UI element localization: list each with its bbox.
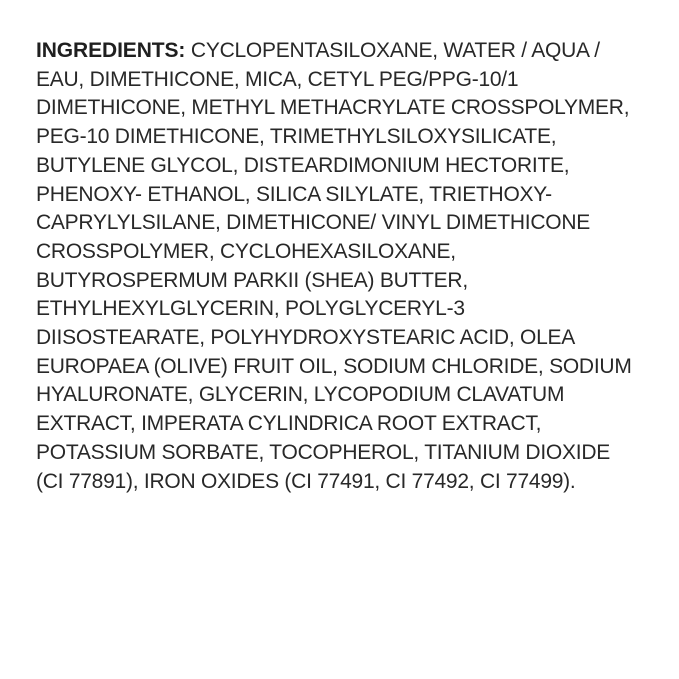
ingredients-line: CROSSPOLYMER, CYCLOHEXASILOXANE, xyxy=(36,239,456,263)
ingredients-line: EXTRACT, IMPERATA CYLINDRICA ROOT EXTRACT, xyxy=(36,412,542,436)
ingredients-line: EUROPAEA (OLIVE) FRUIT OIL, SODIUM CHLORIDE, SODIUM xyxy=(36,354,632,378)
ingredients-panel xyxy=(36,37,651,496)
ingredients-line: BUTYLENE GLYCOL, DISTEARDIMONIUM HECTORITE, xyxy=(36,153,570,177)
ingredients-line: PHENOXY- ETHANOL, SILICA SILYLATE, TRIETHOXY- xyxy=(36,182,552,206)
ingredients-line: POTASSIUM SORBATE, TOCOPHEROL, TITANIUM DIOXIDE xyxy=(36,440,611,464)
ingredients-line: ETHYLHEXYLGLYCERIN, POLYGLYCERYL-3 xyxy=(36,297,465,321)
ingredients-line: PEG-10 DIMETHICONE, TRIMETHYLSILOXYSILICATE, xyxy=(36,125,557,149)
ingredients-line: DIMETHICONE, METHYL METHACRYLATE CROSSPOLYMER, xyxy=(36,96,630,120)
ingredients-line: EAU, DIMETHICONE, MICA, CETYL PEG/PPG-10/1 xyxy=(36,67,519,91)
ingredients-line: DIISOSTEARATE, POLYHYDROXYSTEARIC ACID, OLEA xyxy=(36,326,576,350)
ingredients-line: (CI 77891), IRON OXIDES (CI 77491, CI 77492, CI 77499). xyxy=(36,469,576,493)
ingredients-heading: INGREDIENTS: xyxy=(36,39,186,62)
ingredients-line xyxy=(36,37,651,66)
ingredients-line: CAPRYLYLSILANE, DIMETHICONE/ VINYL DIMETHICONE xyxy=(36,211,591,235)
ingredients-line: BUTYROSPERMUM PARKII (SHEA) BUTTER, xyxy=(36,268,468,292)
ingredients-line-text: CYCLOPENTASILOXANE, WATER / AQUA / xyxy=(185,39,600,62)
ingredients-line: HYALURONATE, GLYCERIN, LYCOPODIUM CLAVATUM xyxy=(36,383,565,407)
